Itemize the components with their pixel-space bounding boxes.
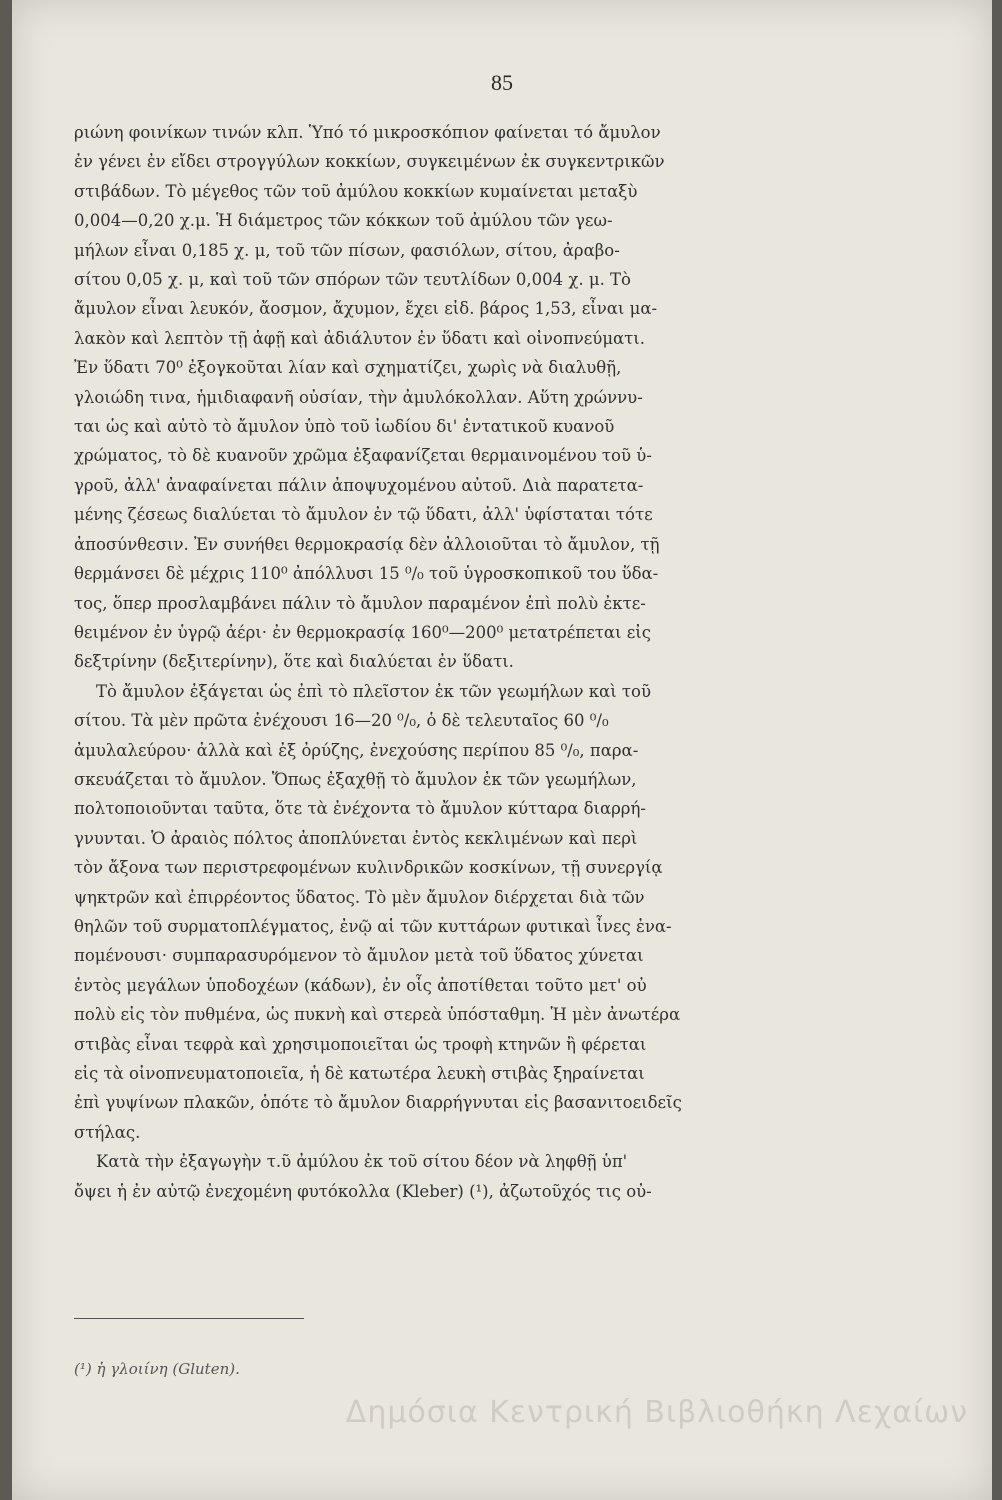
text-line: θερμάνσει δὲ μέχρις 110⁰ ἀπόλλυσι 15 ⁰/₀ τοῦ ὑγροσκοπικοῦ του ὕδα- [74, 564, 659, 584]
text-line: 0,004—0,20 χ.μ. Ἡ διάμετρος τῶν κόκκων τοῦ ἀμύλου τῶν γεω- [74, 211, 613, 231]
text-line: γλοιώδη τινα, ἡμιδιαφανῆ οὐσίαν, τὴν ἀμυλόκολλαν. Αὕτη χρώννυ- [74, 387, 643, 407]
library-watermark: Δημόσια Κεντρική Βιβλιοθήκη Λεχαίων [345, 1395, 968, 1430]
text-line: Ἐν ὕδατι 70⁰ ἐξογκοῦται λίαν καὶ σχηματίζει, χωρὶς νὰ διαλυθῇ, [74, 358, 622, 378]
text-line: στήλας. [74, 1122, 141, 1142]
body-text [74, 118, 894, 1206]
footnote-divider [74, 1318, 304, 1319]
text-line: ται ὡς καὶ αὐτὸ τὸ ἄμυλον ὑπὸ τοῦ ἰωδίου δι' ἐντατικοῦ κυανοῦ [74, 417, 615, 437]
text-line: ριώνη φοινίκων τινών κλπ. Ὑπό τό μικροσκόπιον φαίνεται τό ἄμυλον [74, 123, 661, 142]
text-line: ψηκτρῶν καὶ ἐπιρρέοντος ὕδατος. Τὸ μὲν ἄμυλον διέρχεται διὰ τῶν [74, 887, 645, 907]
text-line: σίτου 0,05 χ. μ, καὶ τοῦ τῶν σπόρων τῶν τευτλίδων 0,004 χ. μ. Τὸ [74, 270, 631, 290]
text-line: τὸν ἄξονα των περιστρεφομένων κυλινδρικῶν κοσκίνων, τῇ συνεργίᾳ [74, 858, 663, 878]
text-line: θηλῶν τοῦ συρματοπλέγματος, ἐνῷ αἱ τῶν κυττάρων φυτικαὶ ἶνες ἐνα- [74, 916, 672, 936]
text-line: τος, ὅπερ προσλαμβάνει πάλιν τὸ ἄμυλον παραμένον ἐπὶ πολὺ ἐκτε- [74, 593, 646, 613]
book-page [12, 0, 992, 1500]
text-line: δεξτρίνην (δεξιτερίνην), ὅτε καὶ διαλύεται ἐν ὕδατι. [74, 652, 514, 672]
text-line: ἐντὸς μεγάλων ὑποδοχέων (κάδων), ἐν οἷς ἀποτίθεται τοῦτο μετ' οὐ [74, 975, 647, 995]
text-line: στιβὰς εἶναι τεφρὰ καὶ χρησιμοποιεῖται ὡς τροφὴ κτηνῶν ἢ φέρεται [74, 1034, 647, 1054]
text-line: πομένουσι· συμπαρασυρόμενον τὸ ἄμυλον μετὰ τοῦ ὕδατος χύνεται [74, 946, 644, 966]
text-line: σίτου. Τὰ μὲν πρῶτα ἐνέχουσι 16—20 ⁰/₀, ὁ δὲ τελευταῖος 60 ⁰/₀ [74, 711, 609, 731]
text-line: Κατὰ τὴν ἐξαγωγὴν τ.ῦ ἀμύλου ἐκ τοῦ σίτου δέον νὰ ληφθῇ ὑπ' [96, 1152, 628, 1172]
text-line: ἐν γένει ἐν εἴδει στρογγύλων κοκκίων, συγκειμένων ἐκ συγκεντρικῶν [74, 152, 665, 172]
text-line: ἄμυλον εἶναι λευκόν, ἄοσμον, ἄχυμον, ἔχει εἰδ. βάρος 1,53, εἶναι μα- [74, 299, 658, 319]
text-line: μήλων εἶναι 0,185 χ. μ, τοῦ τῶν πίσων, φασιόλων, σίτου, ἀραβο- [74, 240, 620, 260]
text-line: πολὺ εἰς τὸν πυθμένα, ὡς πυκνὴ καὶ στερεὰ ὑπόσταθμη. Ἡ μὲν ἀνωτέρα [74, 1005, 681, 1025]
text-line: εἰς τὰ οἰνοπνευματοποιεῖα, ἡ δὲ κατωτέρα λευκὴ στιβὰς ξηραίνεται [74, 1064, 645, 1083]
text-line: λακὸν καὶ λεπτὸν τῇ ἁφῇ καὶ ἀδιάλυτον ἐν ὕδατι καὶ οἰνοπνεύματι. [74, 328, 646, 348]
text-line: Τὸ ἄμυλον ἐξάγεται ὡς ἐπὶ τὸ πλεῖστον ἐκ τῶν γεωμήλων καὶ τοῦ [96, 681, 651, 701]
text-line: ἀποσύνθεσιν. Ἐν συνήθει θερμοκρασίᾳ δὲν ἀλλοιοῦται τὸ ἄμυλον, τῇ [74, 534, 660, 554]
page-number: 85 [491, 70, 513, 95]
text-line: ἀμυλαλεύρου· ἀλλὰ καὶ ἐξ ὀρύζης, ἐνεχούσης περίπου 85 ⁰/₀, παρα- [74, 740, 639, 760]
text-line: στιβάδων. Τὸ μέγεθος τῶν τοῦ ἀμύλου κοκκίων κυμαίνεται μεταξὺ [74, 181, 638, 201]
footnote: (¹) ἡ γλοιίνη (Gluten). [74, 1360, 240, 1378]
text-line: γνυνται. Ὁ ἀραιὸς πόλτος ἀποπλύνεται ἐντὸς κεκλιμένων καὶ περὶ [74, 828, 638, 848]
text-line: σκευάζεται τὸ ἄμυλον. Ὅπως ἐξαχθῇ τὸ ἄμυλον ἐκ τῶν γεωμήλων, [74, 769, 637, 789]
text-line: χρώματος, τὸ δὲ κυανοῦν χρῶμα ἐξαφανίζεται θερμαινομένου τοῦ ὑ- [74, 446, 652, 466]
text-line: πολτοποιοῦνται ταῦτα, ὅτε τὰ ἐνέχοντα τὸ ἄμυλον κύτταρα διαρρή- [74, 799, 646, 819]
text-line: γροῦ, ἀλλ' ἀναφαίνεται πάλιν ἀποψυχομένου αὐτοῦ. Διὰ παρατετα- [74, 475, 644, 495]
text-line: μένης ζέσεως διαλύεται τὸ ἄμυλον ἐν τῷ ὕδατι, ἀλλ' ὑφίσταται τότε [74, 505, 653, 525]
text-line: ἐπὶ γυψίνων πλακῶν, ὁπότε τὸ ἄμυλον διαρρήγνυται εἰς βασανιτοειδεῖς [74, 1093, 682, 1113]
text-line: ὄψει ἡ ἐν αὐτῷ ἐνεχομένη φυτόκολλα (Kleber) (¹), ἀζωτοῦχός τις οὐ- [74, 1181, 652, 1201]
text-line: θειμένον ἐν ὑγρῷ ἀέρι· ἐν θερμοκρασίᾳ 160⁰—200⁰ μετατρέπεται εἰς [74, 622, 651, 642]
